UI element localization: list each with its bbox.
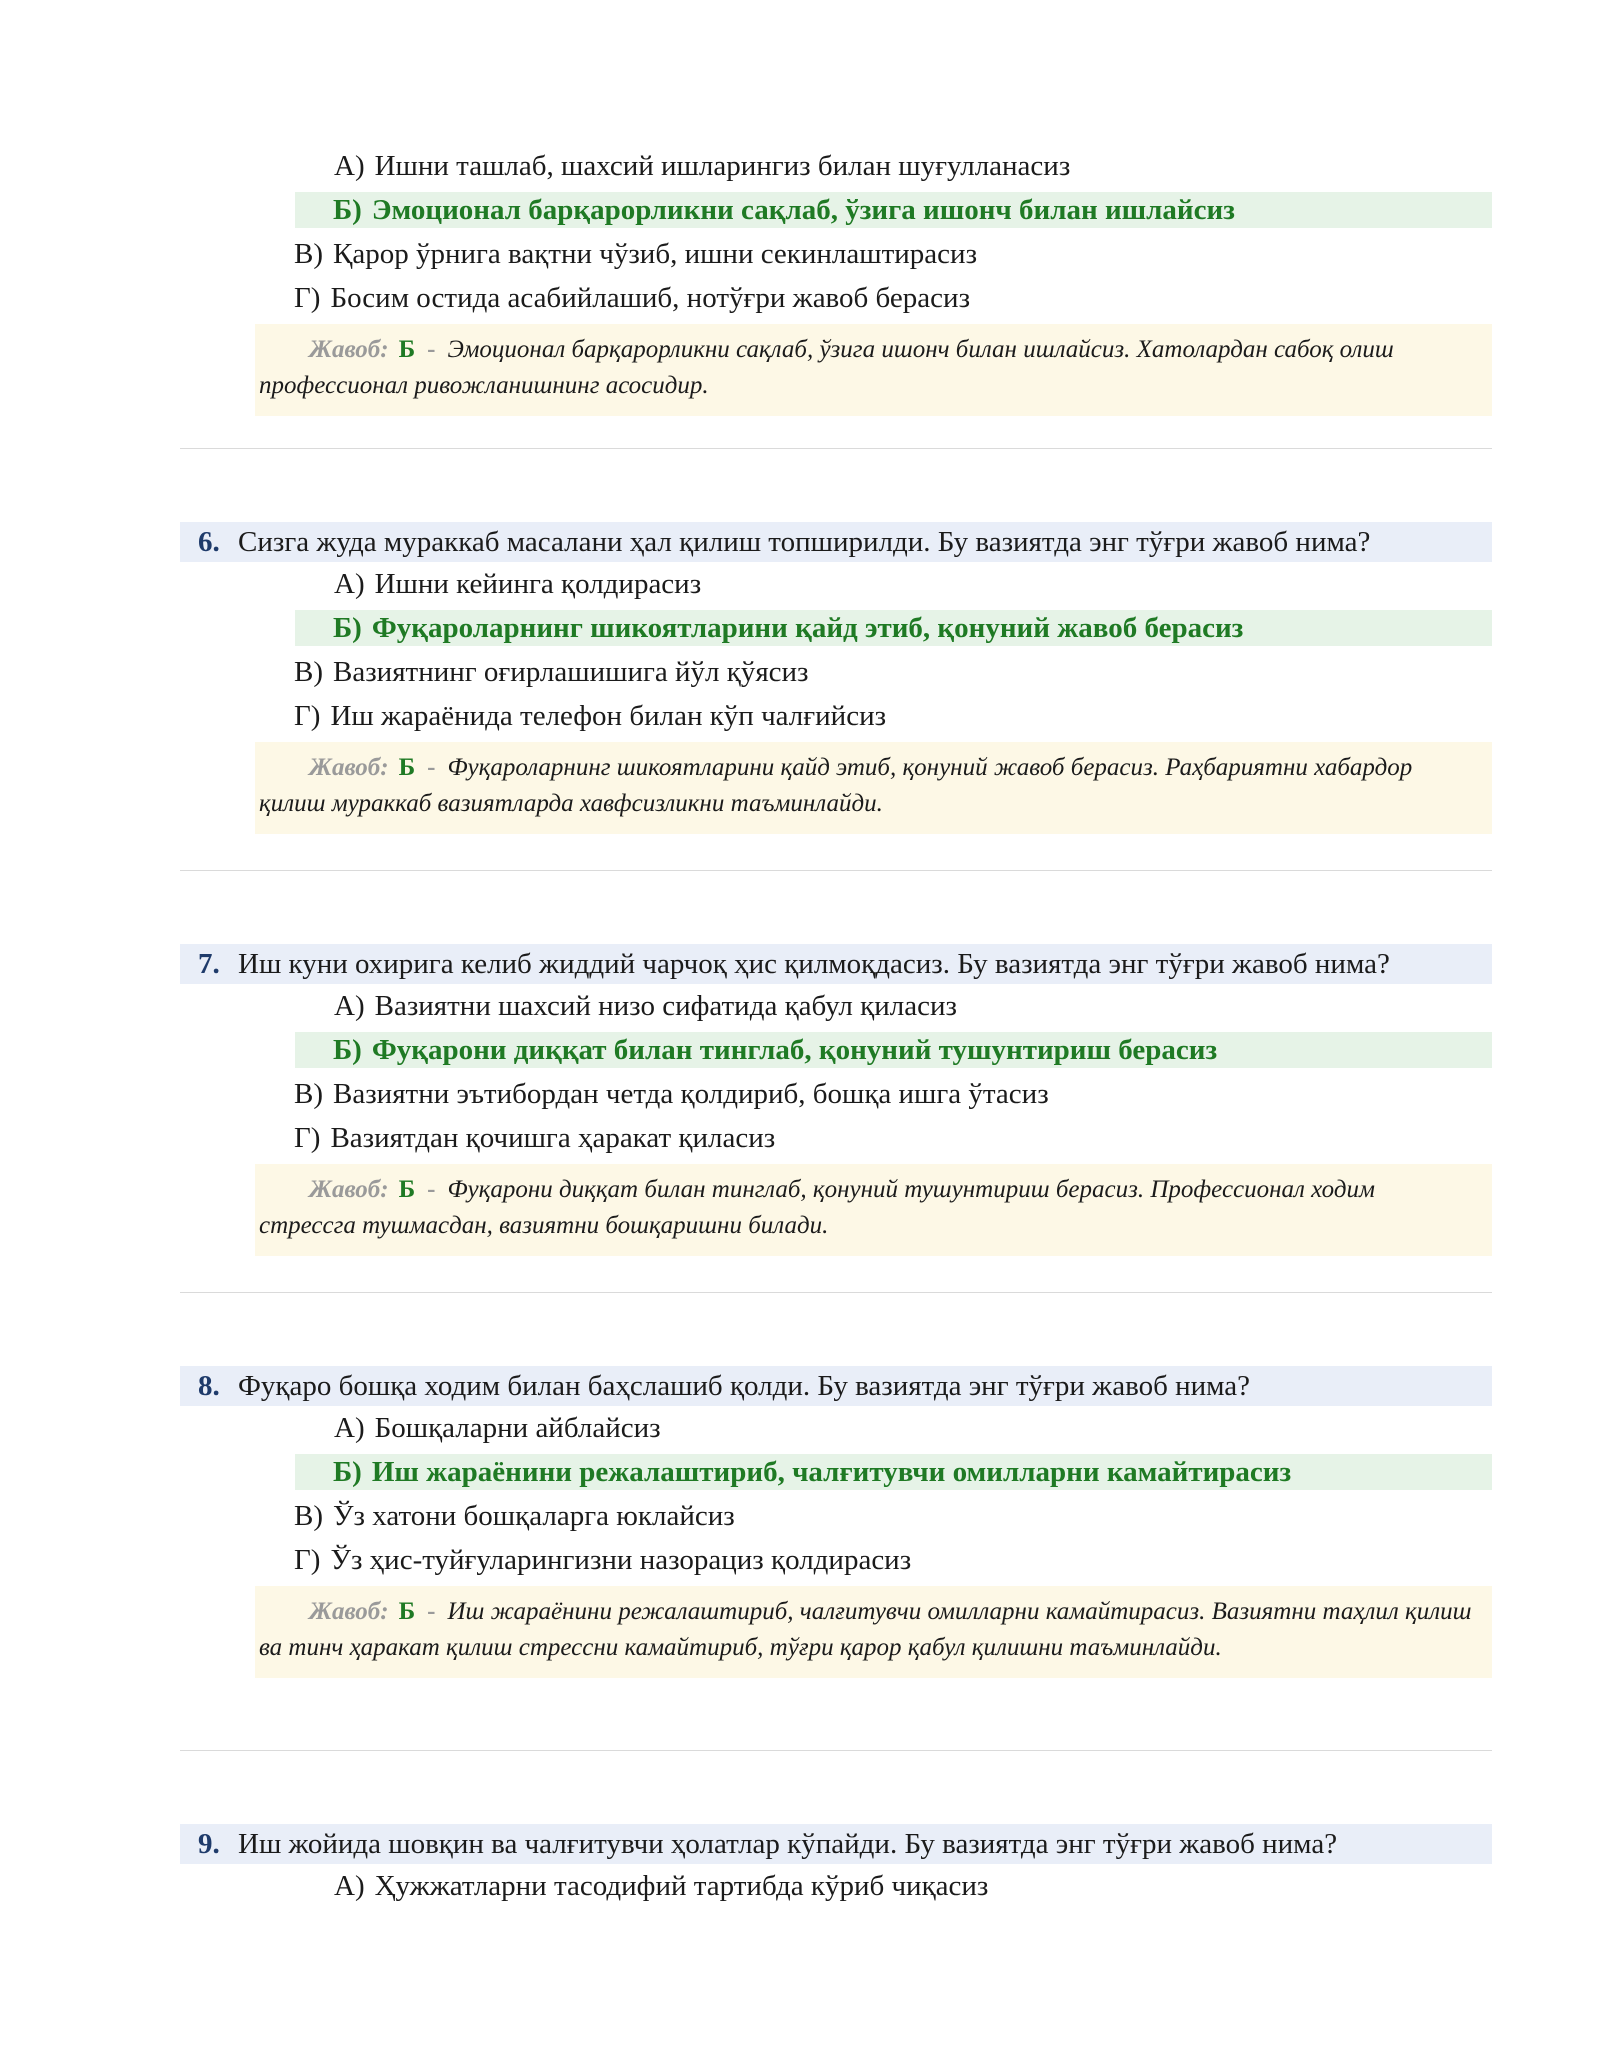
option-letter: А) [334,567,365,600]
option-b-correct [295,610,1492,646]
answer-letter: Б [398,1598,416,1625]
question-block-6 [180,522,1492,834]
option-text: Вазиятни шахсий низо сифатида қабул қиласиз [374,989,957,1022]
answer-letter: Б [398,754,416,781]
option-d [180,1538,1492,1582]
answer-dash: - [427,754,436,781]
question-text: Иш жойида шовқин ва чалғитувчи ҳолатлар кўпайди. Бу вазиятда энг тўғри жавоб нима? [238,1827,1338,1860]
option-a [180,562,1492,606]
question-text: Сизга жуда мураккаб масалани ҳал қилиш топширилди. Бу вазиятда энг тўғри жавоб нима? [238,525,1371,558]
answer-text: Эмоционал барқарорликни сақлаб, ўзига ишонч билан ишлайсиз. Хатолардан сабоқ олиш профессионал ривожланишнинг асосидир. [259,336,1394,399]
question-number: 7. [198,947,220,980]
option-d [180,1116,1492,1160]
option-letter: Б) [333,193,362,226]
answer-letter: Б [398,1176,416,1203]
question-number: 8. [198,1369,220,1402]
answer-label: Жавоб: [309,336,389,363]
question-text: Иш куни охирига келиб жиддий чарчоқ ҳис қилмоқдасиз. Бу вазиятда энг тўғри жавоб нима? [238,947,1390,980]
separator [180,1292,1492,1293]
option-letter: Б) [333,1455,362,1488]
option-c [180,232,1492,276]
option-text: Қарор ўрнига вақтни чўзиб, ишни секинлаштирасиз [333,237,978,270]
answer-text: Иш жараёнини режалаштириб, чалғитувчи омилларни камайтирасиз. Вазиятни таҳлил қилиш ва тинч ҳаракат қилиш стрессни камайтириб, тўғри қарор қабул қилишни таъминлайди. [259,1598,1472,1661]
option-a [180,984,1492,1028]
question-number: 6. [198,525,220,558]
option-text: Фуқароларнинг шикоятларини қайд этиб, қонуний жавоб берасиз [371,611,1244,644]
option-letter: В) [294,1077,323,1110]
option-letter: А) [334,989,365,1022]
option-a [180,144,1492,188]
answer-label: Жавоб: [309,1176,389,1203]
option-letter: А) [334,1411,365,1444]
answer-dash: - [427,1598,436,1625]
option-text: Вазиятдан қочишга ҳаракат қиласиз [330,1121,776,1154]
question-block-9 [180,1824,1492,1908]
separator [180,870,1492,871]
option-b-correct [295,192,1492,228]
answer-label: Жавоб: [309,1598,389,1625]
answer-text: Фуқарони диққат билан тинглаб, қонуний тушунтириш берасиз. Профессионал ходим стрессга тушмасдан, вазиятни бошқаришни билади. [259,1176,1375,1239]
answer-label: Жавоб: [309,754,389,781]
answer-dash: - [427,1176,436,1203]
answer-box [255,324,1492,416]
option-c [180,650,1492,694]
question-block-7 [180,944,1492,1256]
option-text: Ишни кейинга қолдирасиз [374,567,702,600]
option-b-correct [295,1454,1492,1490]
answer-box [255,1586,1492,1678]
answer-letter: Б [398,336,416,363]
answer-box [255,742,1492,834]
option-c [180,1494,1492,1538]
option-text: Вазиятни эътибордан четда қолдириб, бошқа ишга ўтасиз [333,1077,1049,1110]
question-text: Фуқаро бошқа ходим билан баҳслашиб қолди. Бу вазиятда энг тўғри жавоб нима? [238,1369,1251,1402]
option-letter: Г) [294,281,321,314]
option-text: Эмоционал барқарорликни сақлаб, ўзига ишонч билан ишлайсиз [371,193,1235,226]
option-letter: А) [334,149,365,182]
separator [180,448,1492,449]
separator [180,1750,1492,1751]
option-text: Вазиятнинг оғирлашишига йўл қўясиз [333,655,809,688]
option-letter: В) [294,237,323,270]
option-text: Ишни ташлаб, шахсий ишларингиз билан шуғулланасиз [374,149,1071,182]
question-number: 9. [198,1827,220,1860]
option-text: Босим остида асабийлашиб, нотўғри жавоб берасиз [330,281,971,314]
option-text: Иш жараёнини режалаштириб, чалғитувчи омилларни камайтирасиз [371,1455,1292,1488]
option-b-correct [295,1032,1492,1068]
answer-dash: - [427,336,436,363]
option-d [180,276,1492,320]
question-heading [180,522,1492,562]
question-block-8 [180,1366,1492,1678]
option-text: Фуқарони диққат билан тинглаб, қонуний тушунтириш берасиз [371,1033,1218,1066]
option-letter: Г) [294,1543,321,1576]
option-letter: В) [294,1499,323,1532]
question-block-top [180,144,1492,416]
option-text: Ўз хатони бошқаларга юклайсиз [333,1499,735,1532]
option-text: Бошқаларни айблайсиз [374,1411,661,1444]
option-d [180,694,1492,738]
option-letter: В) [294,655,323,688]
question-heading [180,944,1492,984]
question-heading [180,1824,1492,1864]
option-text: Иш жараёнида телефон билан кўп чалғийсиз [330,699,887,732]
option-letter: Б) [333,611,362,644]
answer-box [255,1164,1492,1256]
option-c [180,1072,1492,1116]
option-letter: Г) [294,699,321,732]
option-text: Ўз ҳис-туйғуларингизни назорациз қолдирасиз [330,1543,912,1576]
option-a [180,1864,1492,1908]
question-heading [180,1366,1492,1406]
option-letter: Г) [294,1121,321,1154]
option-text: Ҳужжатларни тасодифий тартибда кўриб чиқасиз [374,1869,989,1902]
option-letter: А) [334,1869,365,1902]
option-a [180,1406,1492,1450]
option-letter: Б) [333,1033,362,1066]
answer-text: Фуқароларнинг шикоятларини қайд этиб, қонуний жавоб берасиз. Раҳбариятни хабардор қилиш мураккаб вазиятларда хавфсизликни таъминлайди. [259,754,1413,817]
